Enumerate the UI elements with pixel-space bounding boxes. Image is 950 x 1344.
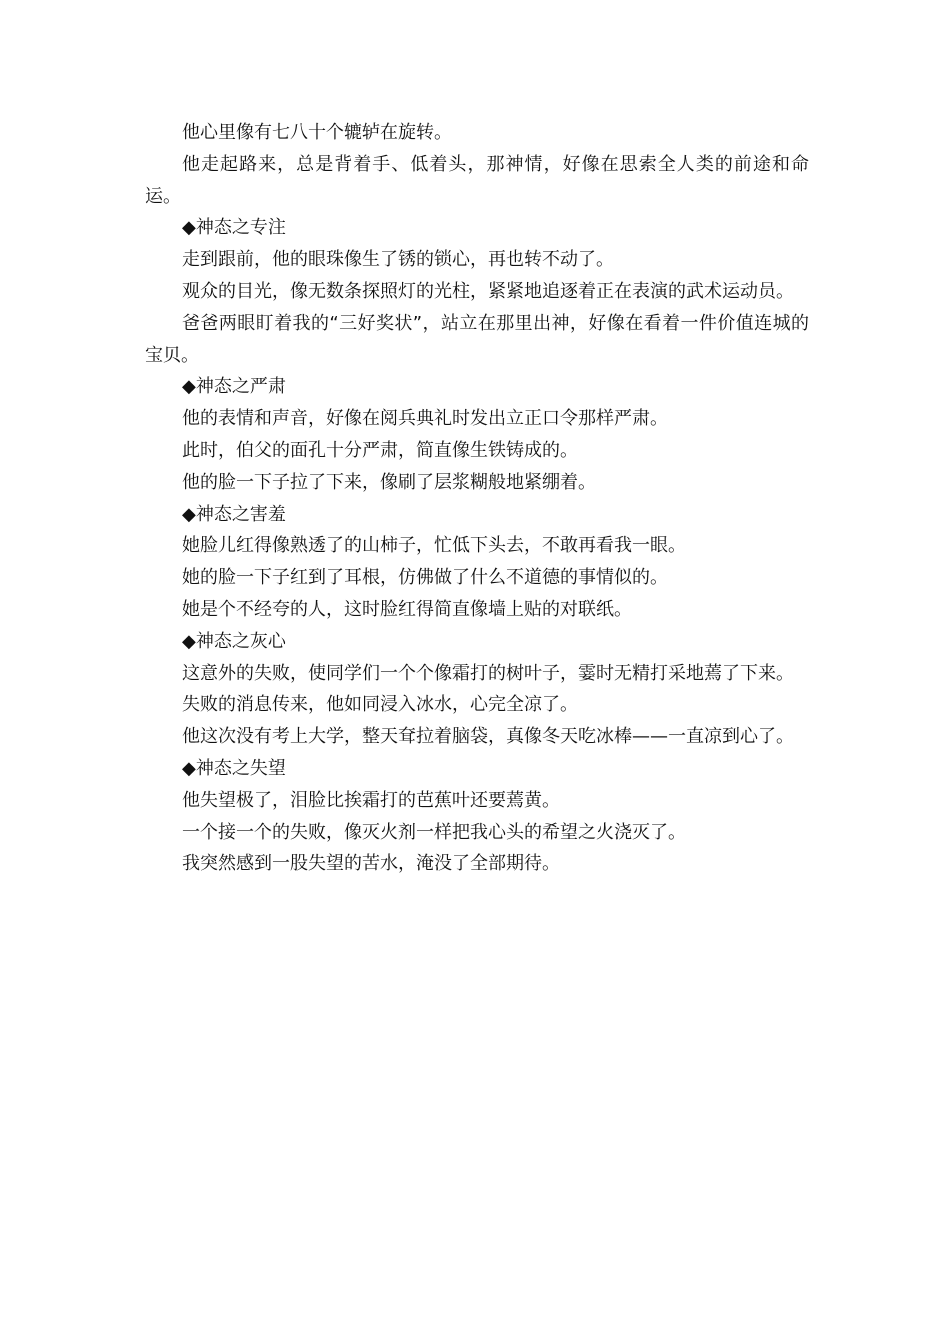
body-paragraph: 失败的消息传来，他如同浸入冰水，心完全凉了。: [182, 694, 578, 716]
body-paragraph: 这意外的失败，使同学们一个个像霜打的树叶子，霎时无精打采地蔫了下来。: [182, 662, 794, 684]
body-paragraph: 他心里像有七八十个辘轳在旋转。: [182, 122, 452, 143]
body-paragraph: 她的脸一下子红到了耳根，仿佛做了什么不道德的事情似的。: [182, 567, 668, 589]
body-paragraph: 爸爸两眼盯着我的“三好奖状”，站立在那里出神，好像在看着一件价值连城的宝贝。: [145, 312, 809, 366]
body-paragraph: 他的表情和声音，好像在阅兵典礼时发出立正口令那样严肃。: [182, 408, 668, 430]
body-paragraph: 此时，伯父的面孔十分严肃，简直像生铁铸成的。: [182, 439, 578, 461]
body-paragraph: 他的脸一下子拉了下来，像刷了层浆糊般地紧绷着。: [182, 471, 596, 493]
section-heading: ◆神态之失望: [182, 757, 286, 779]
section-heading: ◆神态之专注: [182, 217, 286, 239]
body-paragraph: 观众的目光，像无数条探照灯的光柱，紧紧地追逐着正在表演的武术运动员。: [182, 280, 794, 302]
body-paragraph: 走到跟前，他的眼珠像生了锈的锁心，再也转不动了。: [182, 249, 614, 271]
body-paragraph: 她是个不经夸的人，这时脸红得简直像墙上贴的对联纸。: [182, 598, 632, 620]
body-paragraph: 他这次没有考上大学，整天耷拉着脑袋，真像冬天吃冰棒——一直凉到心了。: [182, 726, 794, 748]
body-paragraph: 一个接一个的失败，像灭火剂一样把我心头的希望之火浇灭了。: [182, 821, 686, 843]
body-paragraph: 我突然感到一股失望的苦水，淹没了全部期待。: [182, 853, 560, 875]
body-paragraph: 她脸儿红得像熟透了的山柿子，忙低下头去，不敢再看我一眼。: [182, 535, 686, 557]
body-paragraph: 他走起路来，总是背着手、低着头，那神情，好像在思索全人类的前途和命运。: [145, 153, 809, 207]
section-heading: ◆神态之害羞: [182, 503, 286, 525]
document-body: [145, 117, 809, 880]
section-heading: ◆神态之灰心: [182, 630, 286, 652]
body-paragraph: 他失望极了，泪脸比挨霜打的芭蕉叶还要蔫黄。: [182, 789, 560, 811]
section-heading: ◆神态之严肃: [182, 376, 286, 398]
